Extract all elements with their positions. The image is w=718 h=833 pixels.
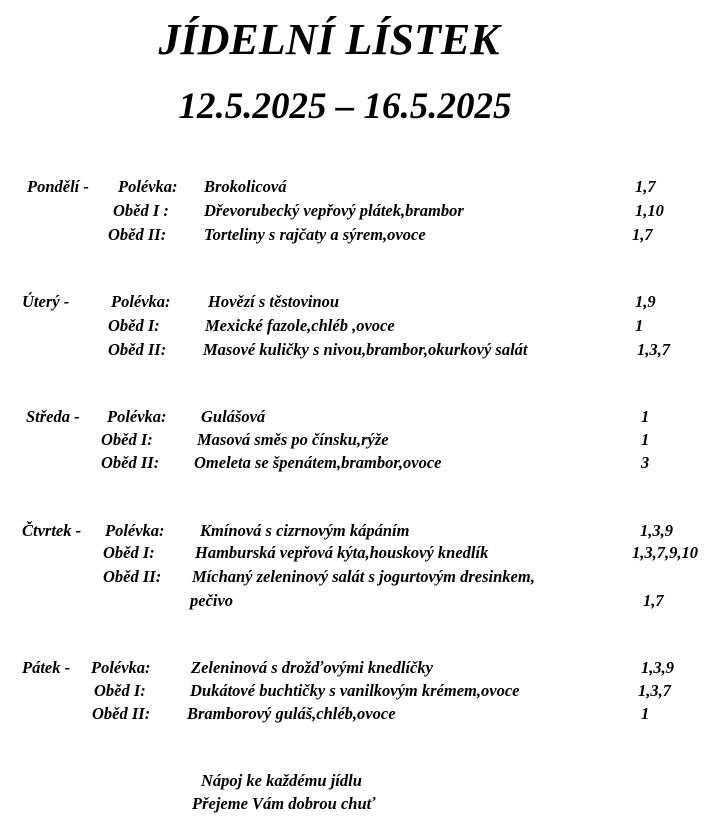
allergens: 1 [641, 430, 650, 449]
lunch2-label: Oběd II: [108, 225, 167, 244]
dish-text: Mexické fazole,chléb ,ovoce [205, 316, 395, 335]
day-label: Středa - [26, 407, 80, 426]
allergens: 1,3,7 [637, 340, 670, 359]
allergens: 1 [635, 316, 644, 335]
day-label: Úterý - [22, 292, 70, 311]
lunch1-label: Oběd I : [113, 201, 169, 220]
allergens: 1,9 [635, 292, 656, 311]
dish-text: Dřevorubecký vepřový plátek,brambor [204, 201, 464, 220]
soup-label: Polévka: [111, 292, 171, 311]
dish-text: Masové kuličky s nivou,brambor,okurkový salát [203, 340, 528, 359]
lunch2-label: Oběd II: [103, 567, 162, 586]
page-title: JÍDELNÍ LÍSTEK [158, 15, 500, 64]
lunch1-label: Oběd I: [101, 430, 153, 449]
soup-label: Polévka: [107, 407, 167, 426]
allergens: 3 [641, 453, 650, 472]
footer-drink-note: Nápoj ke každému jídlu [201, 771, 362, 790]
dish-text: Dukátové buchtičky s vanilkovým krémem,ovoce [190, 681, 520, 700]
dish-text: Zeleninová s drožďovými knedlíčky [191, 658, 433, 677]
dish-text: Gulášová [201, 407, 266, 426]
day-label: Pátek - [22, 658, 71, 677]
lunch1-label: Oběd I: [108, 316, 160, 335]
day-label: Čtvrtek - [22, 521, 82, 540]
soup-label: Polévka: [118, 177, 178, 196]
dish-text: Masová směs po čínsku,rýže [197, 430, 389, 449]
lunch2-label: Oběd II: [92, 704, 151, 723]
allergens: 1,3,9 [641, 658, 674, 677]
dish-text: Hovězí s těstovinou [208, 292, 340, 311]
allergens: 1 [641, 704, 650, 723]
allergens: 1,10 [635, 201, 664, 220]
footer-greeting: Přejeme Vám dobrou chuť [192, 794, 376, 813]
allergens: 1,3,9 [640, 521, 673, 540]
allergens: 1,7 [632, 225, 653, 244]
dish-text: Torteliny s rajčaty a sýrem,ovoce [204, 225, 426, 244]
soup-label: Polévka: [91, 658, 151, 677]
lunch2-label: Oběd II: [101, 453, 160, 472]
allergens: 1 [641, 407, 650, 426]
day-label: Pondělí - [27, 177, 89, 196]
dish-text: Bramborový guláš,chléb,ovoce [187, 704, 396, 723]
dish-text: Míchaný zeleninový salát s jogurtovým dresinkem, [192, 567, 535, 586]
dish-text: Hamburská vepřová kýta,houskový knedlík [195, 543, 489, 562]
dish-text: Brokolicová [204, 177, 287, 196]
allergens: 1,7 [643, 591, 664, 610]
lunch2-label: Oběd II: [108, 340, 167, 359]
date-range: 12.5.2025 – 16.5.2025 [178, 86, 512, 127]
dish-text: Omeleta se špenátem,brambor,ovoce [194, 453, 442, 472]
allergens: 1,7 [635, 177, 656, 196]
allergens: 1,3,7,9,10 [632, 543, 698, 562]
allergens: 1,3,7 [638, 681, 671, 700]
dish-text-continued: pečivo [190, 591, 234, 610]
dish-text: Kmínová s cizrnovým kápáním [200, 521, 410, 540]
lunch1-label: Oběd I: [94, 681, 146, 700]
lunch1-label: Oběd I: [103, 543, 155, 562]
soup-label: Polévka: [105, 521, 165, 540]
